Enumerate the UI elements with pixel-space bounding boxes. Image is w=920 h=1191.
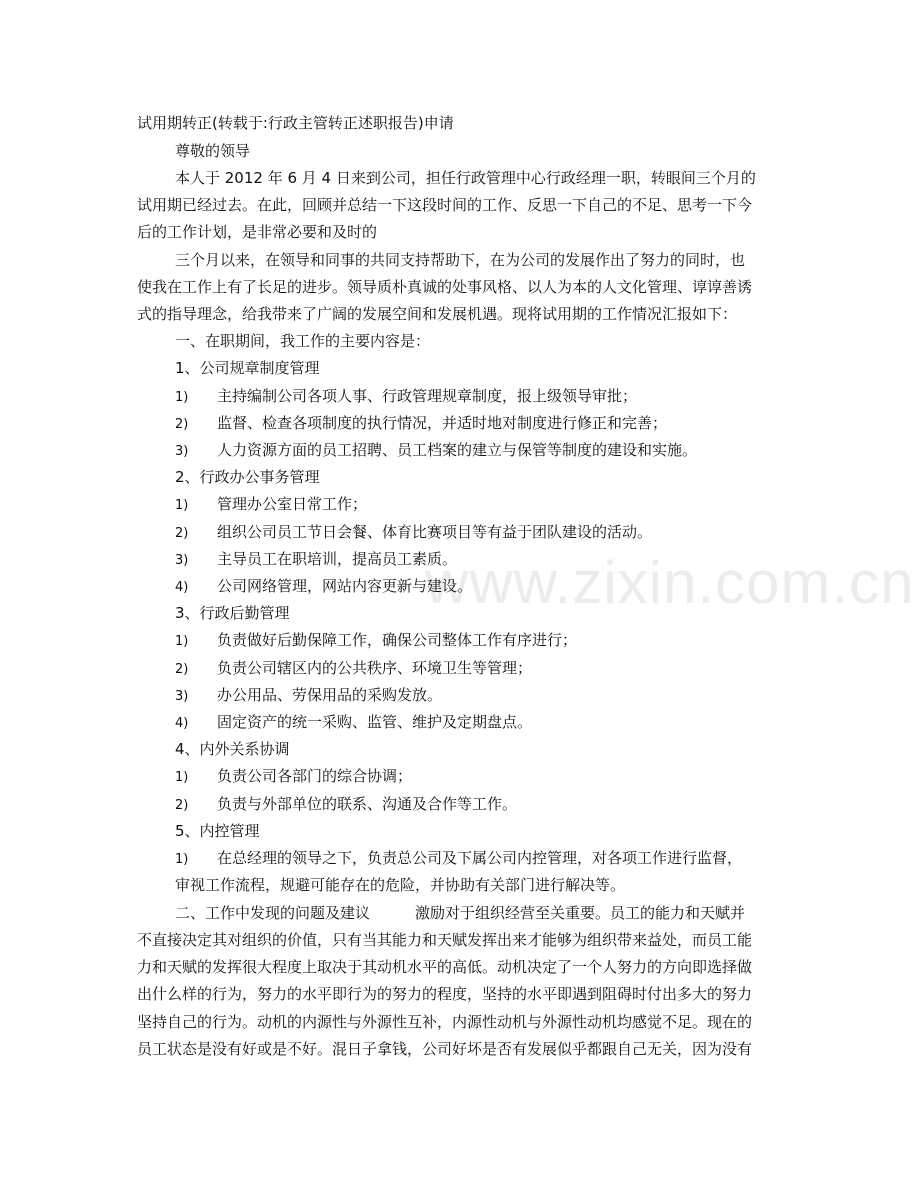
- list-item: [175, 440, 697, 462]
- item-text: 监督、检查各项制度的执行情况，并适时地对制度进行修正和完善；: [217, 414, 668, 432]
- para2-line: 使我在工作上有了长足的进步。领导质朴真诚的处事风格、以人为本的人文化管理、谆谆善诱: [137, 278, 753, 296]
- item-number: 4): [175, 580, 189, 595]
- list-item: [175, 794, 517, 816]
- item-number: 1): [175, 634, 189, 649]
- item-text: 主导员工在职培训，提高员工素质。: [217, 550, 458, 568]
- list-item: [175, 413, 667, 435]
- subsection-heading: 5、内控管理: [175, 822, 260, 840]
- list-item: [175, 522, 652, 544]
- item-number: 2): [175, 417, 189, 432]
- item-text: 管理办公室日常工作；: [217, 495, 368, 513]
- list-item: [175, 658, 532, 680]
- section2-line: 二、工作中发现的问题及建议 激励对于组织经营至关重要。员工的能力和天赋并: [175, 904, 746, 922]
- list-item: [175, 576, 472, 598]
- item-number: 1): [175, 390, 189, 405]
- list-item: [175, 549, 457, 571]
- section2-line: 不直接决定其对组织的价值，只有当其能力和天赋发挥出来才能够为组织带来益处，而员工能: [137, 931, 753, 949]
- list-item: [175, 630, 577, 652]
- item-number: 1): [175, 498, 189, 513]
- item-text: 办公用品、劳保用品的采购发放。: [217, 686, 443, 704]
- item-number: 3): [175, 689, 189, 704]
- item-number: 2): [175, 526, 189, 541]
- item-number: 4): [175, 716, 189, 731]
- section2-line: 坚持自己的行为。动机的内源性与外源性互补，内源性动机与外源性动机均感觉不足。现在的: [137, 1013, 753, 1031]
- item-text: 负责公司辖区内的公共秩序、环境卫生等管理；: [217, 659, 533, 677]
- list-item: [175, 766, 412, 788]
- intro-line: 试用期已经过去。在此，回顾并总结一下这段时间的工作、反思一下自己的不足、思考一下今: [137, 196, 753, 214]
- item-number: 1): [175, 852, 189, 867]
- item-text: 负责公司各部门的综合协调；: [217, 767, 413, 785]
- subsection-heading: 2、行政办公事务管理: [175, 468, 320, 486]
- intro-line: 本人于 2012 年 6 月 4 日来到公司，担任行政管理中心行政经理一职，转眼间三个月的: [175, 169, 756, 187]
- watermark: www.zixin.com.cn: [425, 549, 915, 616]
- item-text: 固定资产的统一采购、监管、维护及定期盘点。: [217, 713, 533, 731]
- item-number: 1): [175, 770, 189, 785]
- item-number: 2): [175, 798, 189, 813]
- para2-line: 式的指导理念，给我带来了广阔的发展空间和发展机遇。现将试用期的工作情况汇报如下：: [137, 305, 738, 323]
- item-number: 2): [175, 662, 189, 677]
- item-text: 人力资源方面的员工招聘、员工档案的建立与保管等制度的建设和实施。: [217, 441, 698, 459]
- list-item: [175, 386, 637, 408]
- list-item: [175, 494, 367, 516]
- subsection-heading: 3、行政后勤管理: [175, 604, 290, 622]
- document-title: 试用期转正(转载于:行政主管转正述职报告)申请: [137, 114, 454, 132]
- section2-line: 出什么样的行为，努力的水平即行为的努力的程度，坚持的水平即遇到阻碍时付出多大的努力: [137, 985, 753, 1003]
- item-text: 组织公司员工节日会餐、体育比赛项目等有益于团队建设的活动。: [217, 523, 653, 541]
- section2-line: 力和天赋的发挥很大程度上取决于其动机水平的高低。动机决定了一个人努力的方向即选择做: [137, 958, 753, 976]
- greeting: 尊敬的领导: [175, 142, 251, 160]
- section1-heading: 一、在职期间，我工作的主要内容是：: [175, 332, 431, 350]
- list-item: [175, 685, 442, 707]
- subsection-heading: 4、内外关系协调: [175, 740, 290, 758]
- item-text: 在总经理的领导之下，负责总公司及下属公司内控管理，对各项工作进行监督，: [217, 849, 743, 867]
- list-item: [175, 848, 742, 870]
- item-text: 负责做好后勤保障工作，确保公司整体工作有序进行；: [217, 631, 578, 649]
- item-text: 主持编制公司各项人事、行政管理规章制度，报上级领导审批；: [217, 387, 638, 405]
- item-text: 负责与外部单位的联系、沟通及合作等工作。: [217, 795, 518, 813]
- list-item-continuation: 审视工作流程，规避可能存在的危险，并协助有关部门进行解决等。: [175, 876, 626, 894]
- para2-line: 三个月以来，在领导和同事的共同支持帮助下，在为公司的发展作出了努力的同时，也: [175, 251, 746, 269]
- item-text: 公司网络管理，网站内容更新与建设。: [217, 577, 473, 595]
- section2-line: 员工状态是没有好或是不好。混日子拿钱，公司好坏是否有发展似乎都跟自己无关，因为没有: [137, 1040, 753, 1058]
- item-number: 3): [175, 444, 189, 459]
- intro-line: 后的工作计划，是非常必要和及时的: [137, 223, 378, 241]
- subsection-heading: 1、公司规章制度管理: [175, 359, 320, 377]
- item-number: 3): [175, 553, 189, 568]
- list-item: [175, 712, 532, 734]
